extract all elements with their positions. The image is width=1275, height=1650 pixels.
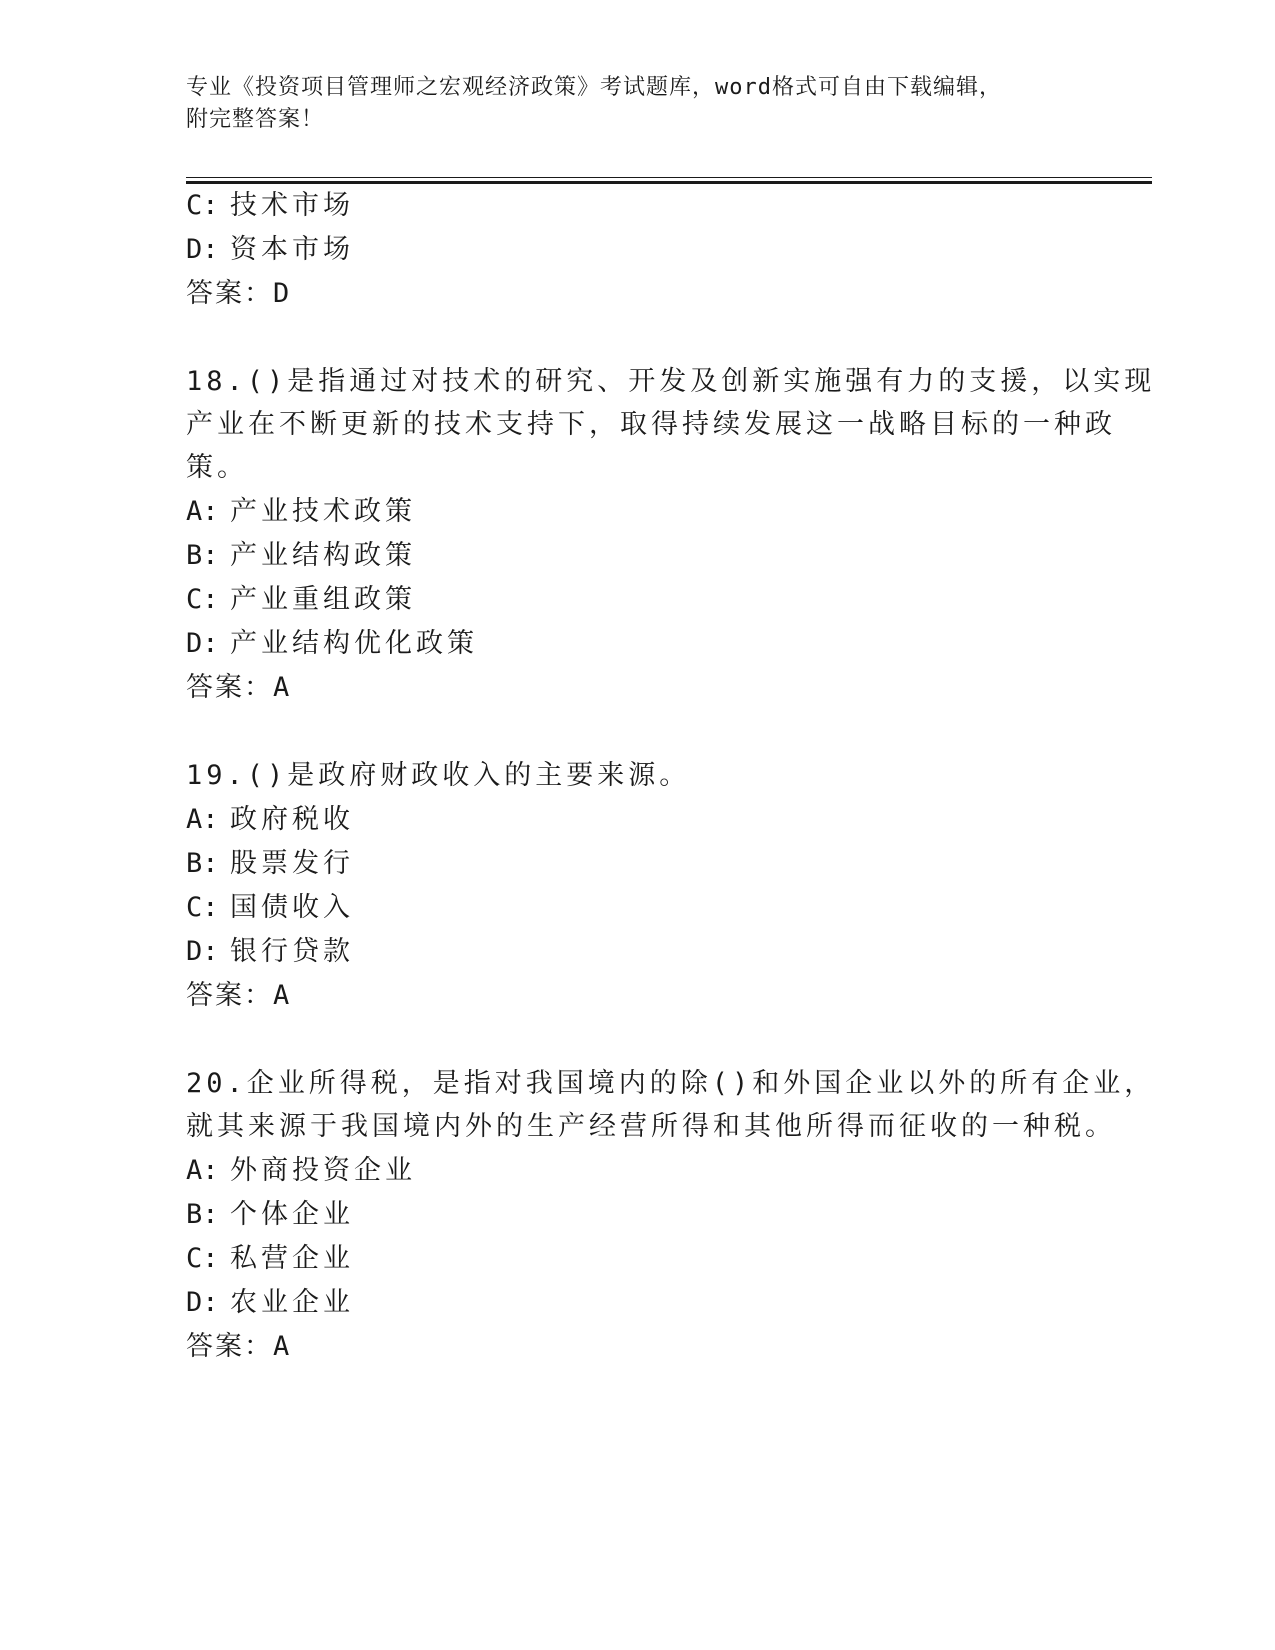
header-divider-thick [186,181,1152,184]
option-prefix: C: [186,892,219,923]
q17-option-d [186,230,354,270]
q17-option-c [186,186,354,226]
option-prefix: D: [186,1287,219,1318]
option-text: 外商投资企业 [230,1155,416,1186]
q19-stem-line-1: 19.()是政府财政收入的主要来源。 [186,760,691,791]
option-text: 政府税收 [230,804,354,835]
q17-answer: 答案：D [186,278,292,309]
option-prefix: B: [186,540,219,571]
option-text: 个体企业 [230,1199,354,1230]
option-text: 股票发行 [230,848,354,879]
q18-stem-line-3: 策。 [186,452,248,483]
option-text: 国债收入 [230,892,354,923]
option-prefix: A: [186,496,219,527]
option-text: 技术市场 [230,190,354,221]
option-text: 产业技术政策 [230,496,416,527]
q18-option-d [186,624,478,664]
q20-answer: 答案：A [186,1331,292,1362]
option-prefix: B: [186,848,219,879]
q19-answer: 答案：A [186,980,292,1011]
option-text: 资本市场 [230,234,354,265]
q19-option-c [186,888,354,928]
option-text: 农业企业 [230,1287,354,1318]
q19-option-a [186,800,354,840]
q18-option-a [186,492,416,532]
document-header [186,72,1086,136]
option-prefix: C: [186,190,219,221]
option-prefix: D: [186,234,219,265]
option-text: 产业重组政策 [230,584,416,615]
q19-option-b [186,844,354,884]
q20-stem-line-1: 20.企业所得税，是指对我国境内的除()和外国企业以外的所有企业， [186,1068,1156,1099]
q20-option-d [186,1283,354,1323]
q20-option-a [186,1151,416,1191]
q19-option-d [186,932,354,972]
option-prefix: C: [186,1243,219,1274]
option-prefix: D: [186,936,219,967]
header-line-2: 附完整答案！ [186,107,325,132]
option-prefix: D: [186,628,219,659]
option-text: 银行贷款 [230,936,354,967]
option-text: 产业结构优化政策 [230,628,478,659]
option-prefix: C: [186,584,219,615]
header-line-1: 专业《投资项目管理师之宏观经济政策》考试题库，word格式可自由下载编辑， [186,75,1002,100]
option-prefix: B: [186,1199,219,1230]
q18-stem-line-2: 产业在不断更新的技术支持下，取得持续发展这一战略目标的一种政 [186,409,1116,440]
q20-option-c [186,1239,354,1279]
q20-option-b [186,1195,354,1235]
q18-option-c [186,580,416,620]
option-prefix: A: [186,804,219,835]
option-prefix: A: [186,1155,219,1186]
header-divider-thin [186,177,1152,178]
q20-stem-line-2: 就其来源于我国境内外的生产经营所得和其他所得而征收的一种税。 [186,1111,1116,1142]
q18-stem-line-1: 18.()是指通过对技术的研究、开发及创新实施强有力的支援，以实现 [186,366,1156,397]
q18-answer: 答案：A [186,672,292,703]
option-text: 产业结构政策 [230,540,416,571]
option-text: 私营企业 [230,1243,354,1274]
q18-option-b [186,536,416,576]
